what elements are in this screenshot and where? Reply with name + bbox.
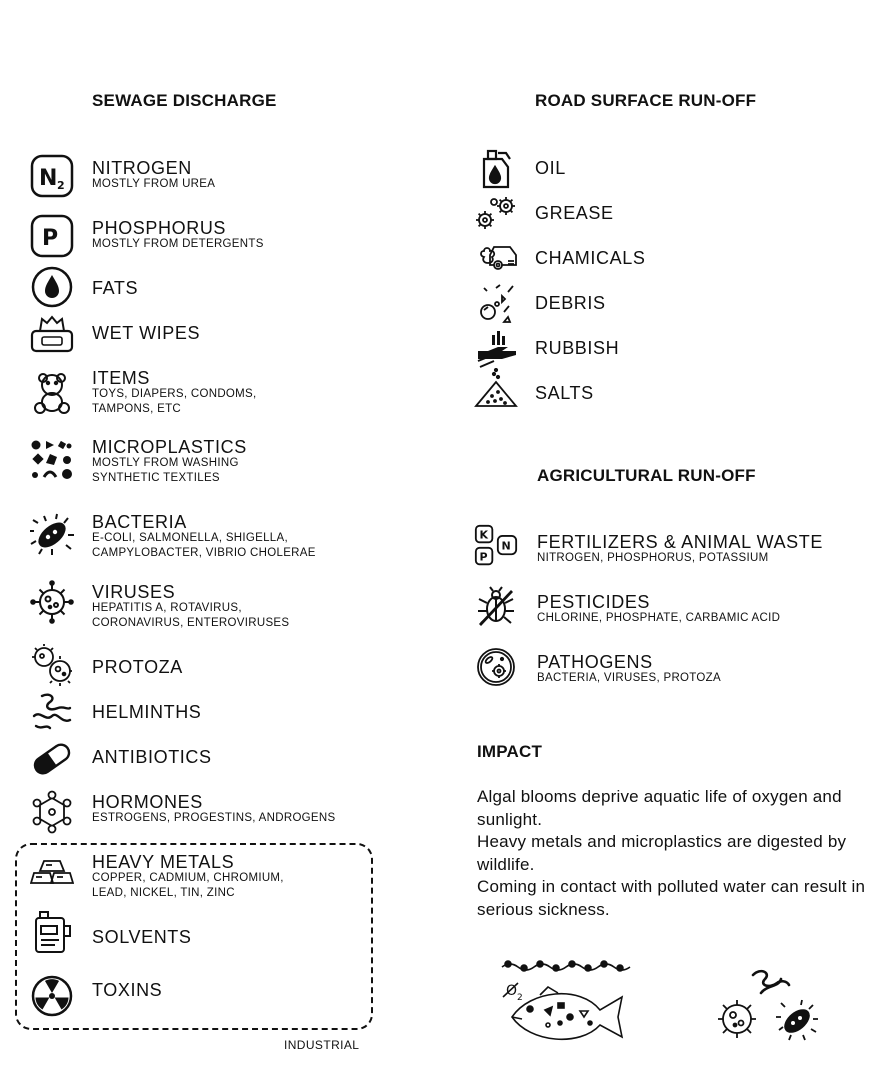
agri-title: AGRICULTURAL RUN-OFF — [537, 466, 756, 485]
bacteria-icon — [30, 513, 74, 557]
impact-line: Algal blooms deprive aquatic life of oxygen and sunlight. — [477, 787, 842, 829]
svg-text:K: K — [479, 528, 489, 542]
item-sub: MOSTLY FROM DETERGENTS — [92, 238, 264, 250]
item-label: CHAMICALS — [535, 248, 646, 268]
drop-icon — [30, 265, 74, 309]
svg-text:N: N — [39, 166, 58, 191]
hand-trash-icon — [474, 327, 518, 371]
road-title: ROAD SURFACE RUN-OFF — [535, 91, 757, 110]
item-label: HEAVY METALS — [92, 852, 235, 872]
item-label: ITEMS — [92, 368, 151, 388]
item-sub: ESTROGENS, PROGESTINS, ANDROGENS — [92, 812, 336, 824]
car-exhaust-icon — [474, 237, 518, 281]
teddy-bear-icon — [30, 371, 74, 415]
worm-icon — [753, 971, 789, 993]
item-label: RUBBISH — [535, 338, 620, 358]
pathogens-illustration — [715, 965, 820, 1045]
pill-icon — [30, 737, 74, 781]
sewage-title: SEWAGE DISCHARGE — [92, 91, 277, 110]
salt-pile-icon — [474, 368, 518, 412]
item-label: PROTOZA — [92, 657, 183, 677]
svg-text:N: N — [501, 539, 511, 553]
item-label: FATS — [92, 278, 139, 298]
item-label: BACTERIA — [92, 512, 187, 532]
impact-line: Heavy metals and microplastics are digested by wildlife. — [477, 832, 847, 874]
item-sub: TOYS, DIAPERS, CONDOMS, TAMPONS, ETC — [92, 388, 257, 415]
fish-icon — [512, 987, 622, 1039]
oil-can-icon — [474, 147, 518, 191]
wipes-icon — [30, 313, 74, 357]
item-label: HORMONES — [92, 792, 203, 812]
item-label: HELMINTHS — [92, 702, 202, 722]
item-label: PESTICIDES — [537, 592, 651, 612]
svg-text:P: P — [42, 226, 59, 251]
worm-icon — [30, 690, 74, 734]
impact-title: IMPACT — [477, 742, 543, 761]
impact-text — [477, 786, 867, 921]
item-label: TOXINS — [92, 980, 163, 1000]
item-sub: E-COLI, SALMONELLA, SHIGELLA, CAMPYLOBACTER, VIBRIO CHOLERAE — [92, 532, 316, 559]
no-oxygen-sub: 2 — [517, 993, 523, 1003]
item-sub: BACTERIA, VIRUSES, PROTOZA — [537, 672, 721, 684]
canister-icon — [30, 910, 74, 954]
petri-dish-icon — [474, 645, 518, 689]
phosphorus-icon — [30, 214, 74, 258]
item-label: WET WIPES — [92, 323, 201, 343]
no-bug-icon — [474, 585, 518, 629]
virus-icon — [30, 580, 74, 624]
item-sub: MOSTLY FROM WASHING SYNTHETIC TEXTILES — [92, 457, 239, 484]
item-label: ANTIBIOTICS — [92, 747, 212, 767]
svg-text:2: 2 — [57, 179, 65, 192]
item-sub: NITROGEN, PHOSPHORUS, POTASSIUM — [537, 552, 769, 564]
item-label: FERTILIZERS & ANIMAL WASTE — [537, 532, 823, 552]
protozoa-icon — [30, 643, 74, 687]
item-label: DEBRIS — [535, 293, 606, 313]
industrial-caption: INDUSTRIAL — [284, 1038, 360, 1052]
nitrogen-icon — [30, 154, 74, 198]
gears-icon — [474, 192, 518, 236]
item-sub: HEPATITIS A, ROTAVIRUS, CORONAVIRUS, ENTEROVIRUSES — [92, 602, 290, 629]
fish-illustration — [500, 955, 635, 1050]
svg-text:P: P — [479, 550, 488, 564]
bacteria-icon — [776, 1000, 818, 1040]
item-label: PHOSPHORUS — [92, 218, 227, 238]
item-label: PATHOGENS — [537, 652, 653, 672]
microplastics-icon — [30, 439, 74, 483]
item-label: SALTS — [535, 383, 594, 403]
molecule-icon — [30, 790, 74, 834]
item-sub: MOSTLY FROM UREA — [92, 178, 216, 190]
item-label: OIL — [535, 158, 566, 178]
metal-bars-icon — [30, 853, 74, 897]
no-oxygen-label: O — [506, 983, 518, 999]
item-sub: COPPER, CADMIUM, CHROMIUM, LEAD, NICKEL, TIN, ZINC — [92, 872, 284, 899]
impact-line: Coming in contact with polluted water can result in serious sickness. — [477, 877, 866, 919]
item-label: MICROPLASTICS — [92, 437, 247, 457]
item-label: NITROGEN — [92, 158, 192, 178]
item-label: VIRUSES — [92, 582, 176, 602]
debris-icon — [474, 282, 518, 326]
virus-icon — [718, 1000, 756, 1038]
item-label: SOLVENTS — [92, 927, 192, 947]
item-sub: CHLORINE, PHOSPHATE, CARBAMIC ACID — [537, 612, 781, 624]
npk-icon — [474, 524, 518, 568]
algae-icon — [502, 961, 630, 971]
radiation-icon — [30, 974, 74, 1018]
item-label: GREASE — [535, 203, 614, 223]
